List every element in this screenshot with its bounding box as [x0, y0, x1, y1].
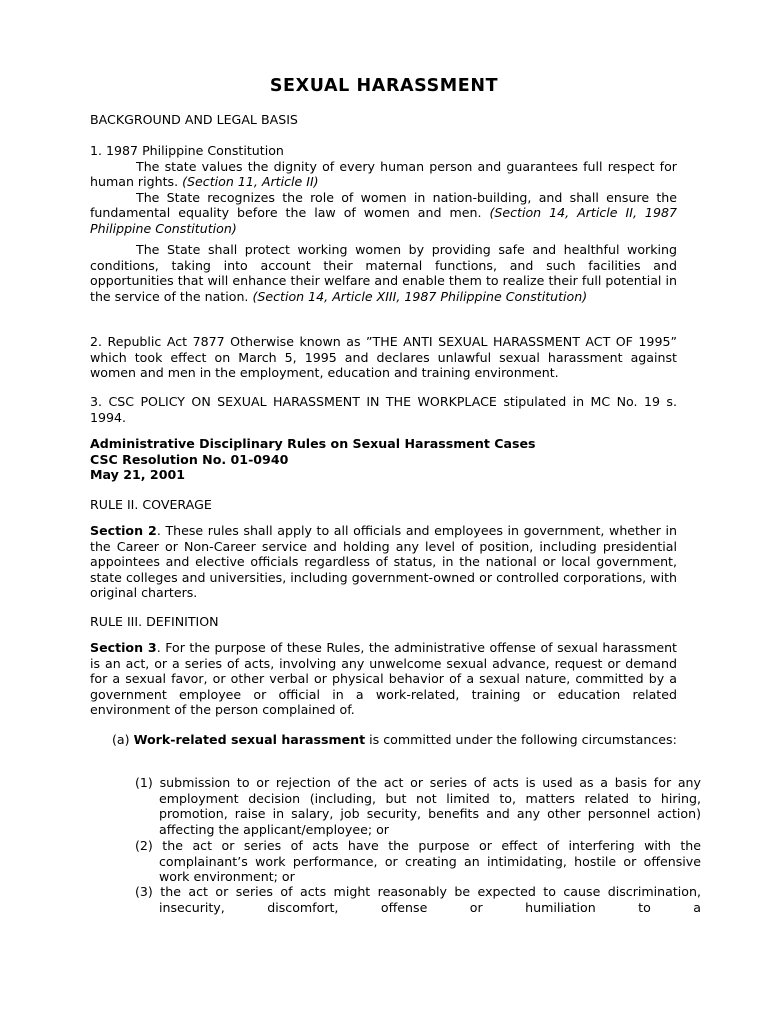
item2-paragraph: 2. Republic Act 7877 Otherwise known as ”THE ANTI SEXUAL HARASSMENT ACT OF 1995” which took effect on March 5, 1995 and declares unlawful sexual harassment against women and men in the employment, education and training environment. — [90, 334, 677, 381]
sub-item-1: (1) submission to or rejection of the act or series of acts is used as a basis for any employment decision (including, but not limited to, matters related to hiring, promotion, raise in salary, job security, benefits and any other personnel action) affecting the applicant/employee; or — [135, 775, 701, 837]
item1-paragraph2: The State recognizes the role of women in nation-building, and shall ensure the fundamental equality before the law of women and men. (Section 14, Article II, 1987 Philippine Constitution) — [90, 189, 677, 236]
csc-resolution-number: CSC Resolution No. 01-0940 — [90, 451, 289, 467]
item1-block — [90, 143, 677, 237]
item3-paragraph: 3. CSC POLICY ON SEXUAL HARASSMENT IN THE WORKPLACE stipulated in MC No. 19 s. 1994. — [90, 394, 677, 425]
resolution-date: May 21, 2001 — [90, 467, 185, 483]
sub-item-3: (3) the act or series of acts might reasonably be expected to cause discrimination, insecurity, discomfort, offense or humiliation to a — [135, 884, 701, 915]
admin-rules-heading — [90, 436, 677, 483]
section2-paragraph: Section 2. These rules shall apply to all officials and employees in government, whether in the Career or Non-Career service and holding any level of position, including presidential appointees and elective officials regardless of status, in the national or local government, state colleges and universities, including government-owned or controlled corporations, with original charters. — [90, 523, 677, 601]
page-title: SEXUAL HARASSMENT — [269, 76, 499, 96]
sub-item-2: (2) the act or series of acts have the purpose or effect of interfering with the complainant’s work performance, or creating an intimidating, hostile or offensive work environment; or — [135, 838, 701, 885]
item1-paragraph3: The State shall protect working women by providing safe and healthful working conditions, taking into account their maternal functions, and such facilities and opportunities that will enhance their welfare and enable them to realize their full potential in the service of the nation. (Section 14, Article XIII, 1987 Philippine Constitution) — [90, 242, 677, 304]
background-heading: BACKGROUND AND LEGAL BASIS — [90, 112, 298, 127]
admin-rules-title: Administrative Disciplinary Rules on Sexual Harassment Cases — [90, 436, 536, 451]
item1-paragraph1: The state values the dignity of every human person and guarantees full respect for human rights. (Section 11, Article II) — [90, 158, 677, 190]
rule3-heading: RULE III. DEFINITION — [90, 614, 219, 629]
item-a-paragraph: (a) Work-related sexual harassment is committed under the following circumstances: — [112, 732, 677, 747]
rule2-heading: RULE II. COVERAGE — [90, 497, 212, 512]
section3-paragraph: Section 3. For the purpose of these Rules, the administrative offense of sexual harassment is an act, or a series of acts, involving any unwelcome sexual advance, request or demand for a sexual favor, or other verbal or physical behavior of a sexual nature, committed by a government employee or official in a work-related, training or education related environment of the person complained of. — [90, 640, 677, 718]
item1-heading: 1. 1987 Philippine Constitution — [90, 143, 284, 158]
